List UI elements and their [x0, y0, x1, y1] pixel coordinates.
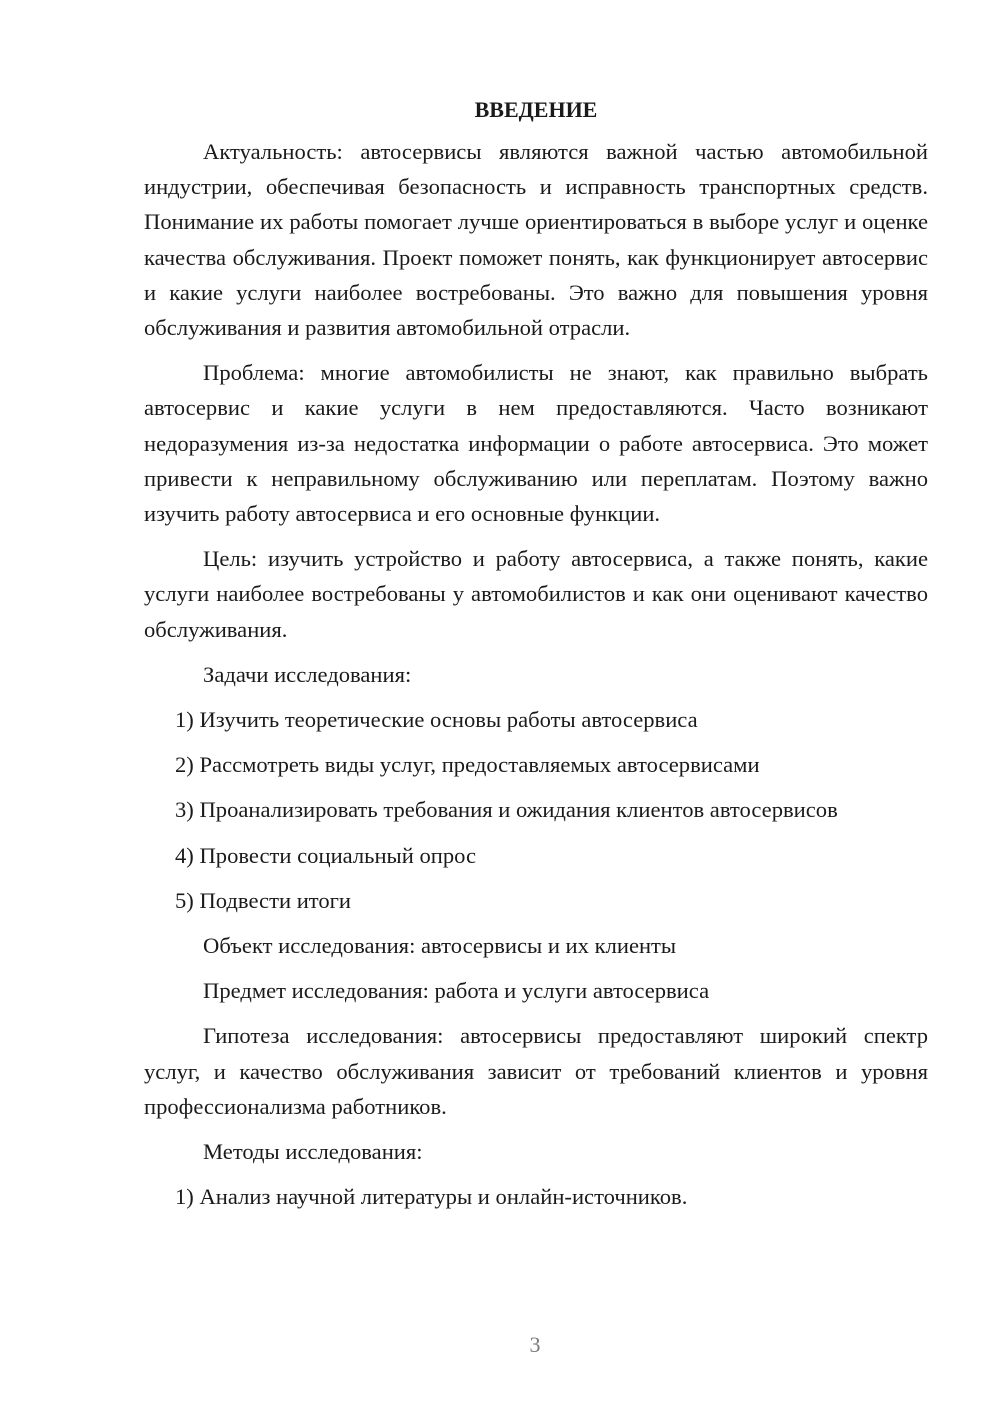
tasks-title: Задачи исследования:	[203, 661, 412, 687]
problem-paragraph: Проблема: многие автомобилисты не знают, как правильно выбрать автосервис и какие услуги в нем предоставляются. Часто возникают недоразумения из-за недостатка информации о работе автосервиса. Это может привести к неправильному обслуживанию или переплатам. Поэтому важно изучить работу автосервиса и его основные функции.	[144, 360, 928, 527]
hypothesis-paragraph: Гипотеза исследования: автосервисы предоставляют широкий спектр услуг, и качество обслуживания зависит от требований клиентов и уровня профессионализма работников.	[144, 1023, 928, 1119]
task-item: 4) Провести социальный опрос	[175, 842, 477, 868]
page-title: ВВЕДЕНИЕ	[474, 97, 598, 122]
method-item: 1) Анализ научной литературы и онлайн-источников.	[175, 1184, 688, 1210]
page-number: 3	[529, 1332, 541, 1357]
document-page	[144, 92, 928, 1214]
goal-paragraph: Цель: изучить устройство и работу автосервиса, а также понять, какие услуги наиболее востребованы у автомобилистов и как они оценивают качество обслуживания.	[144, 546, 928, 642]
task-item: 2) Рассмотреть виды услуг, предоставляемых автосервисами	[175, 752, 760, 778]
research-subject: Предмет исследования: работа и услуги автосервиса	[203, 978, 710, 1004]
methods-title: Методы исследования:	[203, 1138, 423, 1164]
task-item: 1) Изучить теоретические основы работы автосервиса	[175, 707, 698, 733]
task-item: 5) Подвести итоги	[175, 887, 352, 913]
task-item: 3) Проанализировать требования и ожидания клиентов автосервисов	[175, 797, 838, 823]
relevance-paragraph: Актуальность: автосервисы являются важной частью автомобильной индустрии, обеспечивая безопасность и исправность транспортных средств. Понимание их работы помогает лучше ориентироваться в выборе услуг и оценке качества обслуживания. Проект поможет понять, как функционирует автосервис и какие услуги наиболее востребованы. Это важно для повышения уровня обслуживания и развития автомобильной отрасли.	[144, 139, 928, 341]
research-object: Объект исследования: автосервисы и их клиенты	[203, 932, 677, 958]
